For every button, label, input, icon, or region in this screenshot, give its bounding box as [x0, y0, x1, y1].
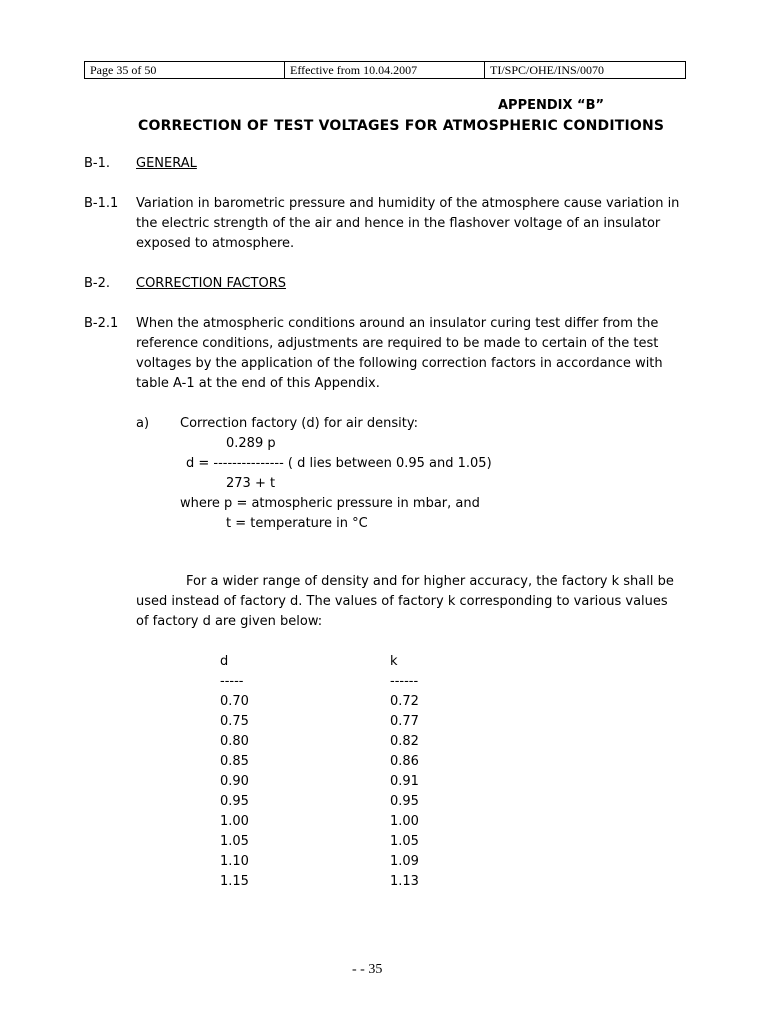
section-b21-line: reference conditions, adjustments are required to be made to certain of the test	[136, 336, 659, 351]
table-row	[220, 732, 419, 752]
formula-where-temperature: t = temperature in °C	[226, 516, 368, 531]
paragraph-line: used instead of factory d. The values of factory k corresponding to various values	[136, 594, 668, 609]
table-header-k: k	[390, 654, 398, 669]
table-row	[220, 852, 419, 872]
section-b21-line: When the atmospheric conditions around an insulator curing test differ from the	[136, 316, 659, 331]
formula-numerator: 0.289 p	[226, 436, 276, 451]
table-cell-k: 1.13	[390, 874, 419, 889]
formula-where-pressure: where p = atmospheric pressure in mbar, and	[180, 496, 480, 511]
section-b21-number: B-2.1	[84, 316, 119, 331]
table-row	[220, 692, 419, 712]
item-a-text: Correction factory (d) for air density:	[180, 416, 418, 431]
d-k-table	[220, 652, 419, 892]
table-cell-k: 1.05	[390, 834, 419, 849]
table-cell-d: 1.00	[220, 814, 249, 829]
table-cell-d: 0.85	[220, 754, 249, 769]
table-cell-d: 0.95	[220, 794, 249, 809]
table-row	[220, 872, 419, 892]
appendix-label: APPENDIX “B”	[498, 98, 605, 113]
table-cell-d: 0.80	[220, 734, 249, 749]
header-document-number: TI/SPC/OHE/INS/0070	[490, 63, 605, 77]
item-a-label: a)	[136, 416, 150, 431]
table-cell-k: 0.91	[390, 774, 419, 789]
section-b11-line: the electric strength of the air and hence in the flashover voltage of an insulator	[136, 216, 661, 231]
paragraph-line: of factory d are given below:	[136, 614, 323, 629]
table-cell-k: 1.09	[390, 854, 419, 869]
page-number: - - 35	[352, 962, 383, 977]
table-header-row	[220, 652, 419, 672]
table-row	[220, 812, 419, 832]
table-row	[220, 832, 419, 852]
paragraph-line: For a wider range of density and for higher accuracy, the factory k shall be	[186, 574, 674, 589]
section-b11-line: exposed to atmosphere.	[136, 236, 295, 251]
section-b11-line: Variation in barometric pressure and humidity of the atmosphere cause variation in	[136, 196, 680, 211]
page-title: CORRECTION OF TEST VOLTAGES FOR ATMOSPHERIC CONDITIONS	[138, 118, 665, 134]
section-b2-heading: CORRECTION FACTORS	[136, 276, 287, 291]
table-cell-k: 0.95	[390, 794, 419, 809]
table-row	[220, 792, 419, 812]
table-cell-d: 1.10	[220, 854, 249, 869]
table-cell-d: 1.15	[220, 874, 249, 889]
section-b21-line: voltages by the application of the following correction factors in accordance with	[136, 356, 663, 371]
section-b21-line: table A-1 at the end of this Appendix.	[136, 376, 380, 391]
section-b2-number: B-2.	[84, 276, 111, 291]
table-cell-k: 0.77	[390, 714, 419, 729]
header-effective-date: Effective from 10.04.2007	[285, 62, 485, 78]
header-page: Page 35 of 50	[85, 62, 285, 78]
table-header-d: d	[220, 654, 229, 669]
table-cell-k: 0.72	[390, 694, 419, 709]
table-cell-d: 0.70	[220, 694, 249, 709]
table-cell-k: 0.86	[390, 754, 419, 769]
section-b1-number: B-1.	[84, 156, 111, 171]
section-b11-number: B-1.1	[84, 196, 119, 211]
table-cell-k: 0.82	[390, 734, 419, 749]
table-rule-row	[220, 672, 419, 692]
table-cell-k: 1.00	[390, 814, 419, 829]
formula-denominator: 273 + t	[226, 476, 276, 491]
formula-line: d = --------------- ( d lies between 0.95 and 1.05)	[186, 456, 492, 471]
table-cell-d: 1.05	[220, 834, 249, 849]
section-b1-heading: GENERAL	[136, 156, 197, 171]
table-rule-k: ------	[390, 674, 419, 689]
table-cell-d: 0.75	[220, 714, 249, 729]
table-row	[220, 712, 419, 732]
table-rule-d: -----	[220, 674, 244, 689]
table-cell-d: 0.90	[220, 774, 249, 789]
document-header-table	[84, 61, 686, 79]
table-row	[220, 752, 419, 772]
table-row	[220, 772, 419, 792]
